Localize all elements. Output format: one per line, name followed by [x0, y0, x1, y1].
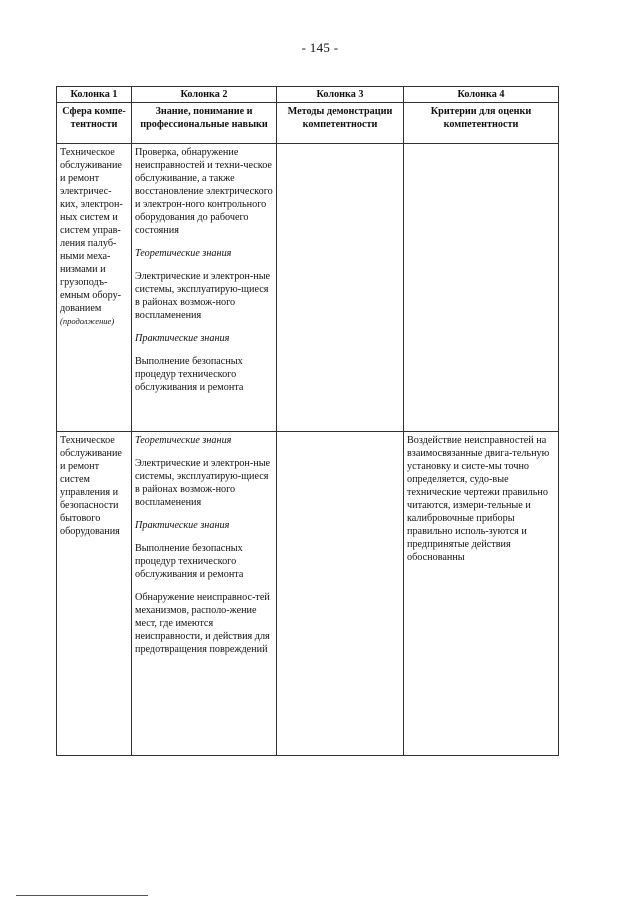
competence-area-cell — [57, 144, 132, 432]
table-row — [57, 432, 559, 756]
knowledge-cell — [132, 432, 277, 756]
practice-label: Практические знания — [135, 333, 230, 344]
footnote-separator — [16, 895, 148, 896]
practice-text: Выполнение безопасных процедур технического обслуживания и ремонта — [135, 543, 244, 580]
detection-text: Обнаружение неисправнос-тей механизмов, располо-жение мест, где имеются неисправности, и действия для предотвращения повреждений — [135, 592, 270, 655]
knowledge-intro-text: Проверка, обнаружение неисправностей и техни-ческое обслуживание, а также восстановление электрического и электрон-ного контрольного оборудования до рабочего состояния — [135, 147, 273, 236]
competence-table — [56, 86, 559, 756]
practice-label: Практические знания — [135, 520, 230, 531]
table-row — [57, 144, 559, 432]
criteria-cell — [404, 144, 559, 432]
theory-label: Теоретические знания — [135, 435, 232, 446]
column-title-row — [57, 103, 559, 144]
column-title-knowledge: Знание, понимание и профессиональные навыки — [132, 103, 277, 144]
methods-cell — [277, 432, 404, 756]
column-header-3: Колонка 3 — [277, 87, 404, 103]
criteria-text: Воздействие неисправностей на взаимосвязанные двига-тельную установку и систе-мы точно определяется, судо-вые технические чертежи правильно читаются, измери-тельные и калибровочные приборы правильно исполь-зуются и предпринятые действия обоснованны — [407, 435, 550, 563]
competence-area-cell — [57, 432, 132, 756]
methods-cell — [277, 144, 404, 432]
knowledge-cell — [132, 144, 277, 432]
practice-text: Выполнение безопасных процедур технического обслуживания и ремонта — [135, 356, 244, 393]
criteria-cell — [404, 432, 559, 756]
page-number: - 145 - — [301, 40, 339, 55]
continuation-note: (продолжение) — [60, 316, 115, 326]
theory-text: Электрические и электрон-ные системы, эксплуатирую-щиеся в районах возмож-ного воспламенения — [135, 271, 271, 321]
column-number-row — [57, 87, 559, 103]
competence-area-text: Техническое обслуживание и ремонт систем управления и безопасности бытового оборудования — [60, 435, 122, 537]
competence-area-text: Техническое обслуживание и ремонт электричес-ких, электрон-ных систем и систем управ-ления палуб-ными меха-низмами и грузоподъ-емным обору-дованием — [60, 147, 123, 314]
column-header-1: Колонка 1 — [57, 87, 132, 103]
column-header-2: Колонка 2 — [132, 87, 277, 103]
column-title-competence-area: Сфера компе-тентности — [57, 103, 132, 144]
column-title-criteria: Критерии для оценки компетентности — [404, 103, 559, 144]
theory-label: Теоретические знания — [135, 248, 232, 259]
column-title-methods: Методы демонстрации компетентности — [277, 103, 404, 144]
column-header-4: Колонка 4 — [404, 87, 559, 103]
theory-text: Электрические и электрон-ные системы, эксплуатирую-щиеся в районах возмож-ного воспламенения — [135, 458, 271, 508]
